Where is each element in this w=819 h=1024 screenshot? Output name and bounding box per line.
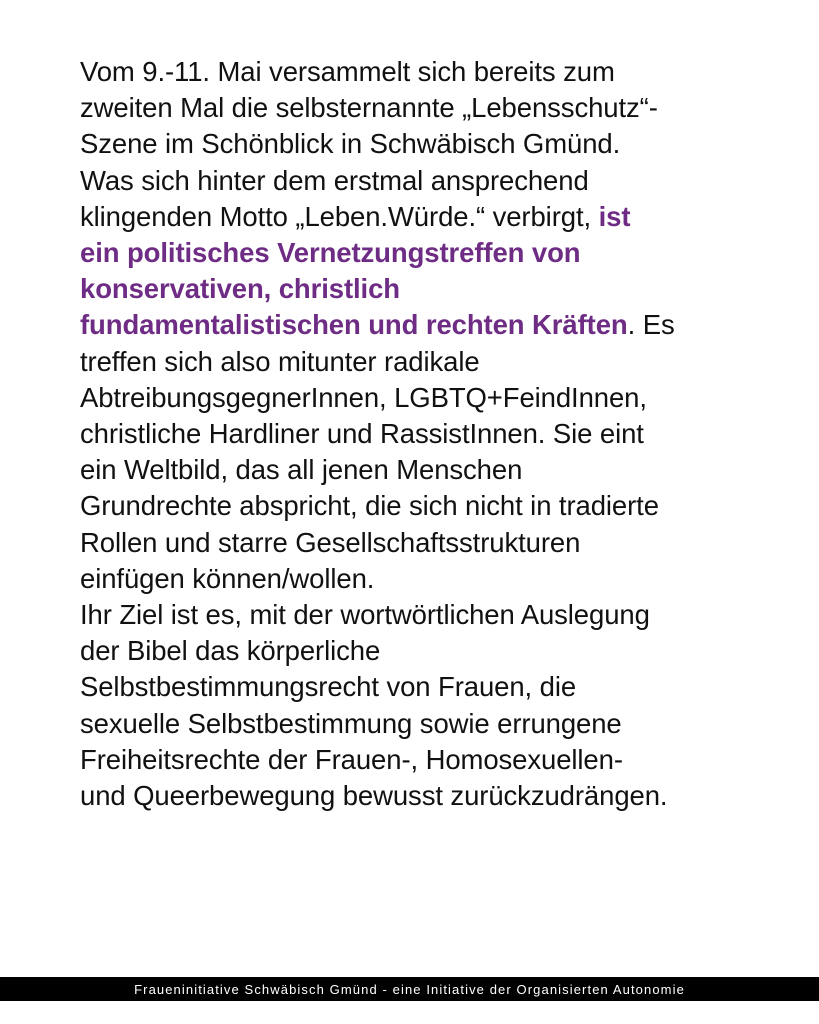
text-line [80, 126, 760, 162]
text-line [80, 163, 760, 199]
text-segment: Rollen und starre Gesellschaftsstrukturen [80, 526, 581, 558]
text-line [80, 54, 760, 90]
text-line [80, 344, 760, 380]
text-line [80, 561, 760, 597]
text-line [80, 742, 760, 778]
text-segment: klingenden Motto „Leben.Würde.“ verbirgt, [80, 200, 599, 232]
text-segment: einfügen können/wollen. [80, 562, 375, 594]
footer-text: Fraueninitiative Schwäbisch Gmünd - eine Initiative der Organisierten Autonomie [134, 981, 685, 997]
highlighted-text: ist [598, 200, 631, 232]
text-segment: Grundrechte abspricht, die sich nicht in tradierte [80, 490, 659, 522]
text-segment: Was sich hinter dem erstmal ansprechend [80, 164, 589, 196]
text-line [80, 199, 760, 235]
text-segment: der Bibel das körperliche [80, 635, 381, 667]
text-line [80, 452, 760, 488]
text-line [80, 380, 760, 416]
highlighted-text: ein politisches Vernetzungstreffen von [80, 237, 581, 269]
text-line [80, 307, 760, 343]
text-segment: . Es [627, 309, 675, 341]
body-text [80, 54, 760, 814]
text-segment: sexuelle Selbstbestimmung sowie errungene [80, 707, 622, 739]
text-segment: Szene im Schönblick in Schwäbisch Gmünd. [80, 128, 621, 160]
highlighted-text: fundamentalistischen und rechten Kräften [80, 309, 628, 341]
text-segment: Selbstbestimmungsrecht von Frauen, die [80, 671, 577, 703]
text-segment: AbtreibungsgegnerInnen, LGBTQ+FeindInnen, [80, 381, 647, 413]
text-line [80, 597, 760, 633]
footer-bar [0, 977, 819, 1001]
text-segment: zweiten Mal die selbsternannte „Lebensschutz“- [80, 92, 658, 124]
text-line [80, 271, 760, 307]
text-line [80, 525, 760, 561]
text-line [80, 778, 760, 814]
text-line [80, 706, 760, 742]
text-segment: treffen sich also mitunter radikale [80, 345, 480, 377]
text-line [80, 90, 760, 126]
text-segment: christliche Hardliner und RassistInnen. Sie eint [80, 418, 644, 450]
text-segment: Freiheitsrechte der Frauen-, Homosexuellen- [80, 743, 623, 775]
text-segment: ein Weltbild, das all jenen Menschen [80, 454, 523, 486]
text-line [80, 633, 760, 669]
text-segment: Vom 9.-11. Mai versammelt sich bereits zum [80, 56, 615, 87]
text-line [80, 235, 760, 271]
text-line [80, 669, 760, 705]
highlighted-text: konservativen, christlich [80, 273, 400, 305]
text-line [80, 488, 760, 524]
text-segment: und Queerbewegung bewusst zurückzudrängen. [80, 780, 668, 812]
text-segment: Ihr Ziel ist es, mit der wortwörtlichen Auslegung [80, 599, 650, 631]
text-line [80, 416, 760, 452]
